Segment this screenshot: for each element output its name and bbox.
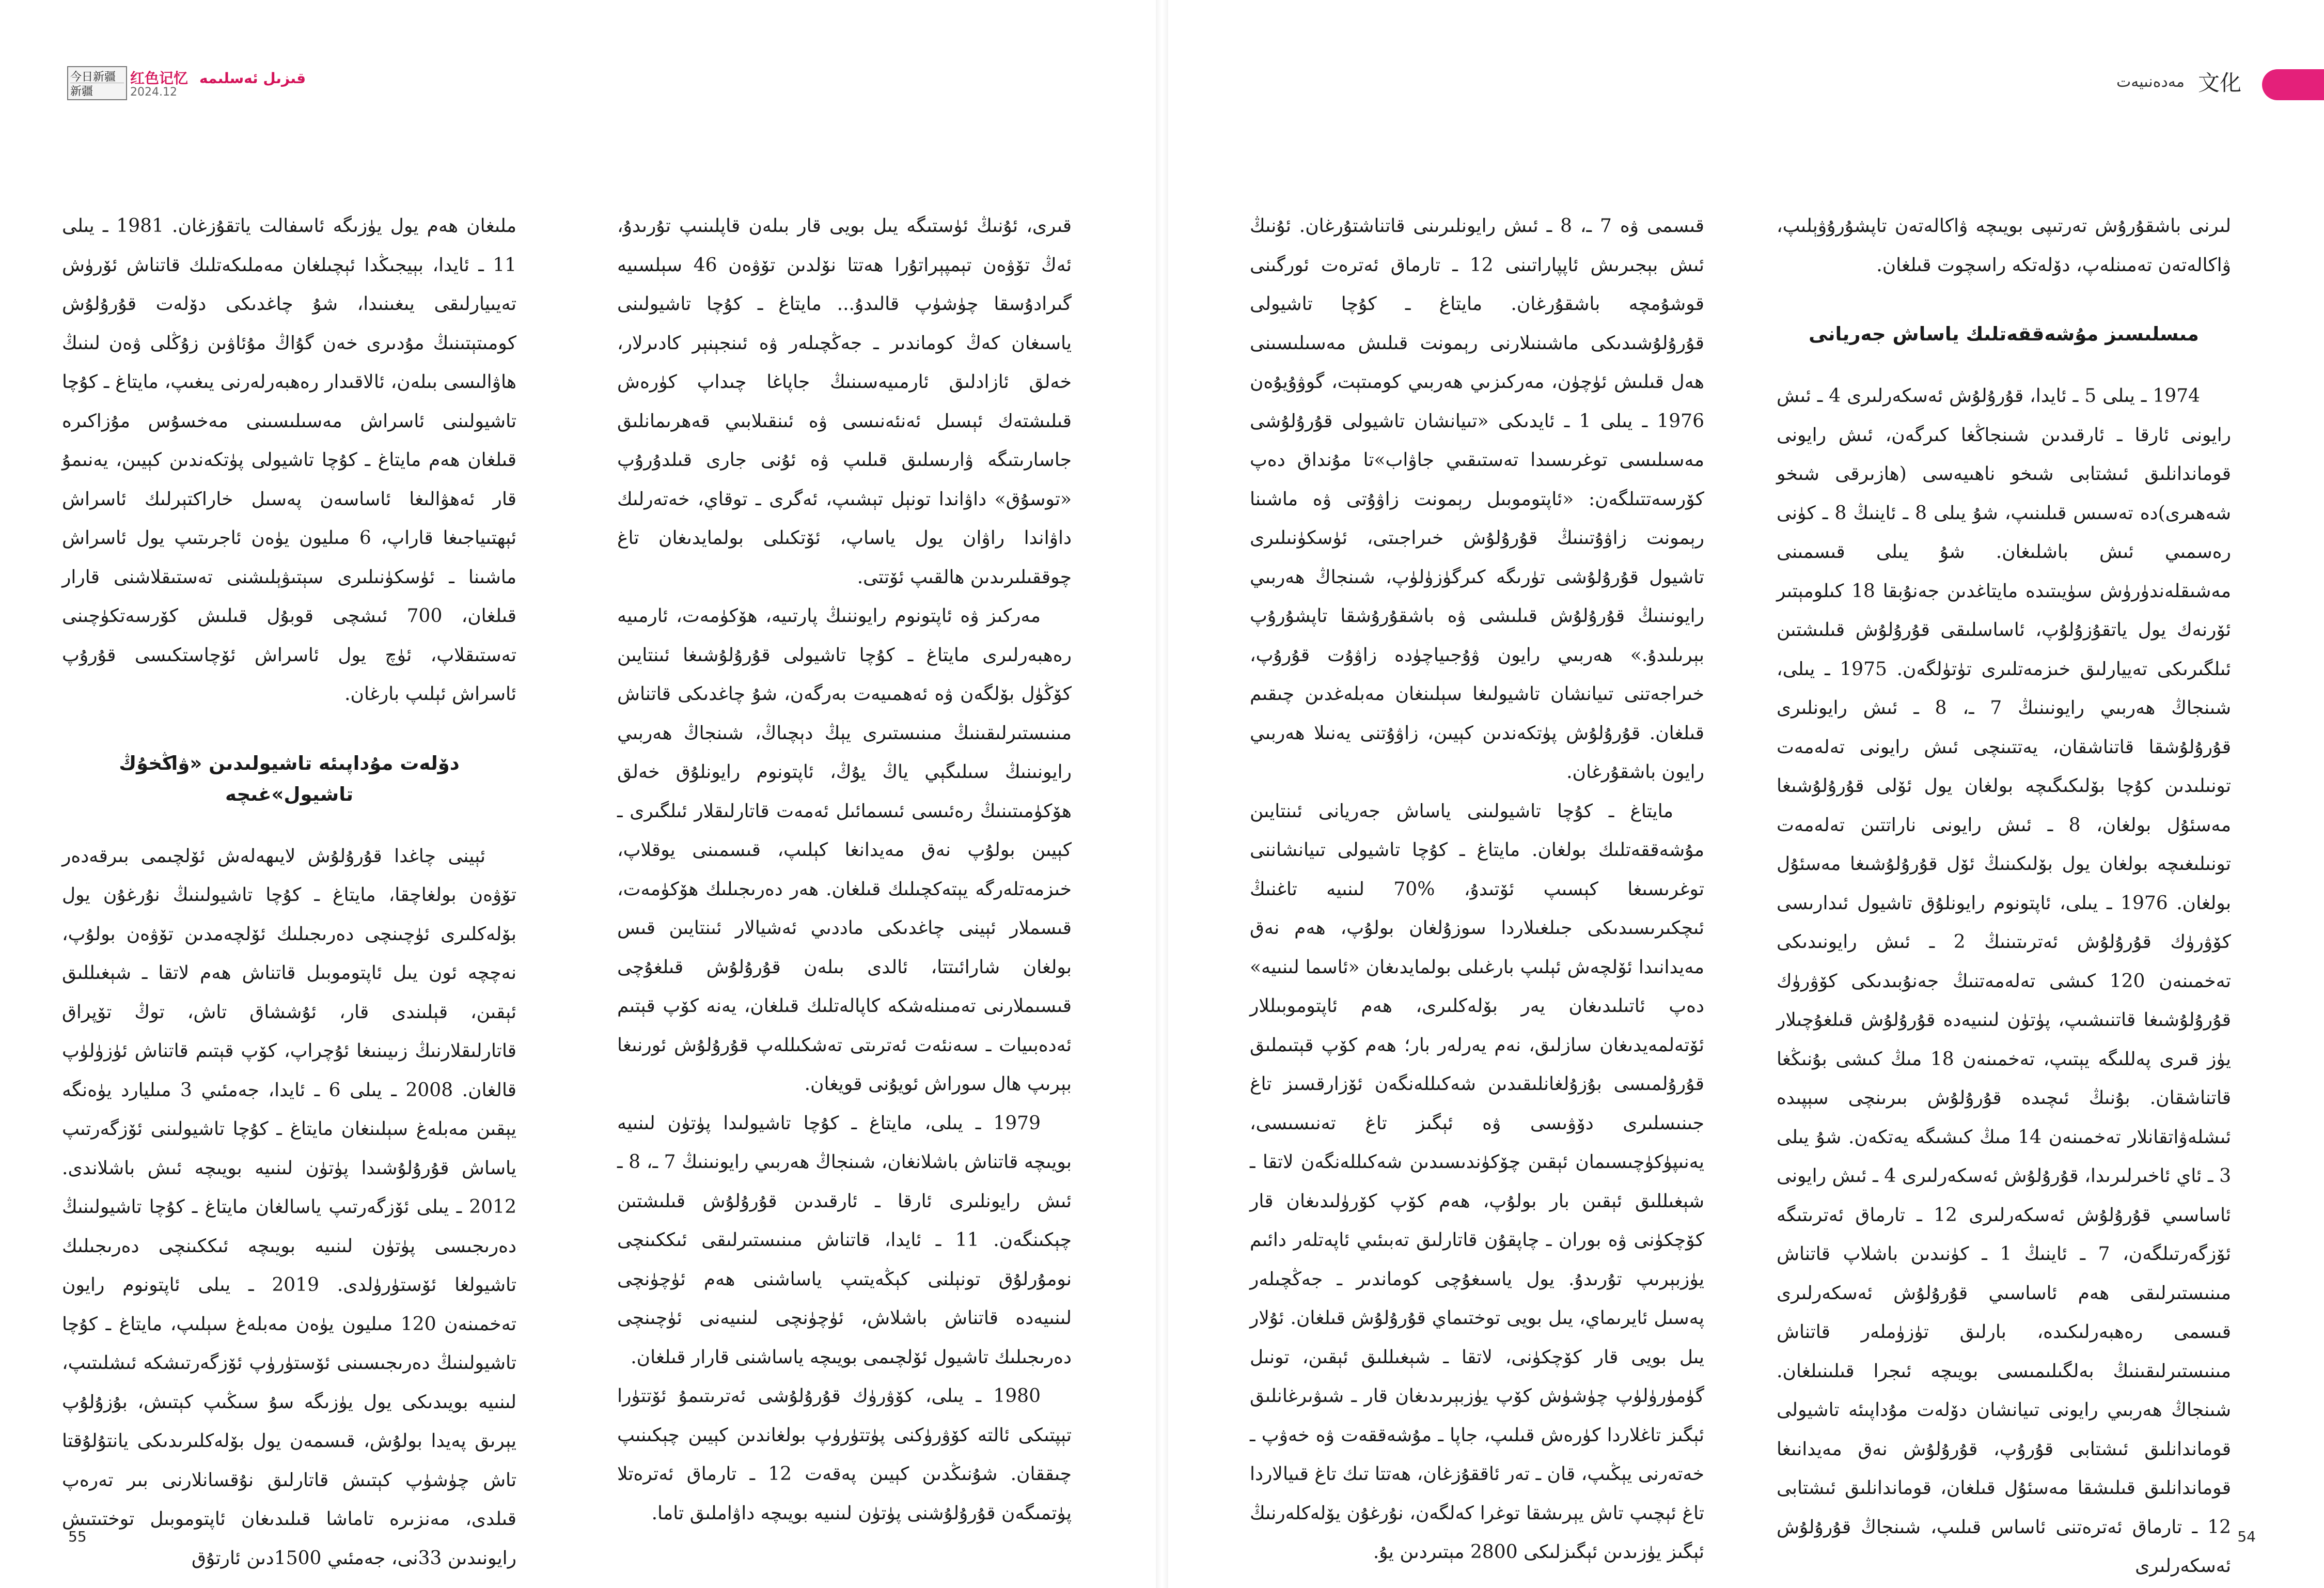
paragraph: مەركىز ۋە ئاپتونوم رايوننىڭ پارتىيە، ھۆكۈمەت، ئارمىيە رەھبەرلىرى مايتاغ ـ كۇچا تاشيولى قۇرۇلۇشىغا ئىنتايىن كۆڭۈل بۆلگەن ۋە ئەھمىيەت بەرگەن، شۇ چاغدىكى قاتناش مىنىستىرلىقىنىڭ مىنىستىرى يېڭ دېچىاڭ، شىنجاڭ ھەربىي رايونىنىڭ سىلىگېي ياڭ يۇڭ، ئاپتونوم رايونلۇق خەلق ھۆكۈمىتىنىڭ رەئىسى ئىسمائىل ئەمەت قاتارلىقلار ئىلگىرى ـ كېيىن بولۇپ نەق مەيدانغا كېلىپ، قىسمىنى يوقلاپ، خىزمەتلەرگە يېتەكچىلىك قىلغان. ھەر دەرىجىلىك ھۆكۈمەت، قىسملار ئېينى چاغدىكى ماددىي ئەشيالار ئىنتايىن قىس بولغان شارائىتتا، ئالدى بىلەن قۇرۇلۇش قىلغۇچى قىسىملارنى تەمىنلەشكە كاپالەتلىك قىلغان، يەنە كۆپ قېتىم ئەدەبىيات ـ سەنئەت ئەترىتى تەشكىللەپ قۇرۇلۇش ئورنىغا بېرىپ ھال سوراش ئويۇنى قويغان. bbox=[617, 605, 1072, 1095]
section-title-ug: قىزىل ئەسلىمە bbox=[199, 70, 306, 87]
article-column-2 bbox=[1250, 207, 1704, 1563]
section-heading: مىسلىسىز مۇشەققەتلىك ياساش جەريانى bbox=[1809, 323, 2199, 345]
paragraph: لىرنى باشقۇرۇش تەرتىپى بويىچە ۋاكالەتەن تاپشۇرۇۋېلىپ، ۋاكالەتەن تەمىنلەپ، دۆلەتكە راسچوت قىلغان. bbox=[1777, 215, 2231, 276]
page-number-left: 55 bbox=[68, 1528, 87, 1545]
paragraph: 1974 ـ يىلى 5 ـ ئايدا، قۇرۇلۇش ئەسكەرلىرى 4 ـ ئىش رايونى ئارقا ـ ئارقىدىن شىنجاڭغا كىرگەن، ئىش رايونى قوماندانلىق ئىشتابى شىخو ناھىيەسى (ھازىرقى شىخو شەھىرى)دە تەسىس قىلىنىپ، شۇ يىلى 8 ـ ئاينىڭ 8 ـ كۈنى رەسمىي ئىش باشلىغان. شۇ يىلى قىسمىنى مەشىقلەندۈرۈش سۈيىتىدە مايتاغدىن جەنۇبقا 18 كىلومېتىر ئۆرنەك يول ياتقۇزۇلۇپ، ئاساسلىقى قۇرۇلۇش قىلىشتىن ئىلگىرىكى تەييارلىق خىزمەتلىرى تۈتۈلگەن. 1975 ـ يىلى، شىنجاڭ ھەربىي رايونىنىڭ 7 ـ، 8 ـ ئىش رايونلىرى قۇرۇلۇشقا قاتناشقان، يەتتىنچى ئىش رايونى تەلەمەت تونىلىدىن كۇچا بۆلىكىگىچە بولغان يول ئۆلى قۇرۇلۇشىغا مەسئۇل بولغان، 8 ـ ئىش رايونى ناراتتىن تەلەمەت تونىلىغىچە بولغان يول بۆلىكىنىڭ ئۆل قۇرۇلۇشىغا مەسئۇل بولغان. 1976 ـ يىلى، ئاپتونوم رايونلۇق تاشيول ئىدارىسى كۆۋرۈك قۇرۇلۇش ئەترىتىنىڭ 2 ـ ئىش رايونىدىكى تەخمىنەن 120 كىشى تەلەمەتنىڭ جەنۇبىدىكى كۆۋرۈك قۇرۇلۇشىغا قاتنىشىپ، پۈتۈن لىنىيەدە قۇرۇلۇش قىلغۇچىلار يۈز قىرى پەللىگە يېتىپ، تەخمىنەن 18 مىڭ كىشى بۇنىڭغا قاتناشقان. بۇنىڭ ئىچىدە قۇرۇلۇش بىرىنچى سېپىدە ئىشلەۋاتقانلار تەخمىنەن 14 مىڭ كىشىگە يەتكەن. شۇ يىلى 3 ـ ئاي ئاخىرلىرىدا، قۇرۇلۇش ئەسكەرلىرى 4 ـ ئىش رايونى ئاساسىي قۇرۇلۇش ئەسكەرلىرى 12 ـ تارماق ئەترىتىگە ئۆزگەرتىلگەن، 7 ـ ئاينىڭ 1 ـ كۈنىدىن باشلاپ قاتناش مىنىستىرلىقى ھەم ئاساسىي قۇرۇلۇش ئەسكەرلىرى قىسمى رەھبەرلىكىدە، بارلىق تۈزۈملەر قاتناش مىنىستىرلىقىنىڭ بەلگىلىمىسى بويىچە ئىجرا قىلىنىلغان. شىنجاڭ ھەربىي رايونى تىيانشان دۆلەت مۇداپىئە تاشيولى قوماندانلىق ئىشتابى قۇرۇپ، قۇرۇلۇش نەق مەيدانىغا قوماندانلىق قىلىشقا مەسئۇل قىلغان، قوماندانلىق ئىشتابى 12 ـ تارماق ئەترەتنى ئاساس قىلىپ، شىنجاڭ قۇرۇلۇش ئەسكەرلىرى bbox=[1777, 385, 2232, 1577]
paragraph: قىسمى ۋە 7 ـ، 8 ـ ئىش رايونلىرىنى قاتناشتۇرغان. ئۇنىڭ ئىش بېجىرىش ئاپپاراتىنى 12 ـ تارماق ئەترەت ئورگىنى قوشۇمچە باشقۇرغان. مايتاغ ـ كۇچا تاشيولى قۇرۇلۇشىدىكى ماشىنىلارنى رېمونت قىلىش مەسىلىسىنى ھەل قىلىش ئۈچۈن، مەركىزىي ھەربىي كومىتېت، گوۋۇيۇەن 1976 ـ يىلى 1 ـ ئايدىكى «تىيانشان تاشيولى قۇرۇلۇشى مەسىلىسى توغرىسىدا تەستىقىي جاۋاب»تا مۇنداق دەپ كۆرسەتتىلگەن: «ئاپتوموبىل رېمونت زاۋۇتى ۋە ماشىنا رېمونت زاۋۇتىنىڭ قۇرۇلۇش خىراجىتى، ئۈسكۈنىلىرى تاشيول قۇرۇلۇشى تۈرىگە كىرگۈزۈلۈپ، شىنجاڭ ھەربىي رايونىنىڭ قۇرۇلۇش قىلىشى ۋە باشقۇرۇشقا تاپشۇرۇپ بېرىلىدۇ.» ھەربىي رايون ۋۇجىياچۈدە زاۋۇت قۇرۇپ، خىراجەتنى تىيانشان تاشيولىغا سېلىنغان مەبلەغدىن چىقىم قىلغان. قۇرۇلۇش پۈتكەندىن كېيىن، زاۋۇتنى يەنىلا ھەربىي رايون باشقۇرغان. bbox=[1250, 215, 1704, 783]
section-color-tab bbox=[2262, 69, 2324, 100]
paragraph: ئېينى چاغدا قۇرۇلۇش لايىھەلەش ئۆلچىمى بىرقەدەر تۆۋەن بولغاچقا، مايتاغ ـ كۇچا تاشيولىنىڭ نۇرغۇن يول بۆلەكلىرى ئۈچىنچى دەرىجىلىك ئۆلچەمدىن تۆۋەن بولۇپ، نەچچە ئون يىل ئاپتوموبىل قاتناش ھەم لاتقا ـ شېغىللىق ئېقىن، قېلىندى قار، ئۇششاق تاش، توڭ تۆپراق قاتارلىقلارنىڭ زىيىنىغا ئۇچراپ، كۆپ قېتىم قاتناش ئۈزۈلۈپ قالغان. 2008 ـ يىلى 6 ـ ئايدا، جەمئىي 3 مىليارد يۈەنگە يېقىن مەبلەغ سېلىنغان مايتاغ ـ كۇچا تاشيولىنى ئۆزگەرتىپ ياساش قۇرۇلۇشىدا پۈتۈن لىنىيە بويىچە ئىش باشلاندى. 2012 ـ يىلى ئۆزگەرتىپ ياسالغان مايتاغ ـ كۇچا تاشيولىنىڭ دەرىجىسى پۈتۈن لىنىيە بويىچە ئىككىنچى دەرىجىلىك تاشيولغا ئۆستۈرۈلدى. 2019 ـ يىلى ئاپتونوم رايون تەخمىنەن 120 مىليون يۈەن مەبلەغ سېلىپ، مايتاغ ـ كۇچا تاشيولىنىڭ دەرىجىسىنى ئۆستۈرۈپ ئۆزگەرتىشكە ئىشلىتىپ، لىنىيە بويىدىكى يول يۈزىگە سۇ سىڭىپ كېتىش، بۇزۇلۇپ يېرىق پەيدا بولۇش، قىسمەن يول بۆلەكلىرىدىكى يانتۇلۇقتا تاش چۈشۈپ كېتىش قاتارلىق نۇقسانلارنى بىر تەرەپ قىلدى، مەنزىرە تاماشا قىلىدىغان ئاپتوموبىل توختىتىش رايونىدىن 33نى، جەمئىي 1500دىن ئارتۇق bbox=[62, 845, 517, 1569]
section-heading: دۆلەت مۇداپىئە تاشيولىدىن «ۋاڭخۇڭ تاشيول»غىچە bbox=[119, 752, 460, 805]
section-label-zh: 文化 bbox=[2197, 70, 2241, 96]
article-column-3 bbox=[617, 207, 1072, 1529]
article-column-1 bbox=[1777, 207, 2232, 1577]
paragraph: 1979 ـ يىلى، مايتاغ ـ كۇچا تاشيولىدا پۈتۈن لىنىيە بويىچە قاتناش باشلانغان، شىنجاڭ ھەربىي رايونىنىڭ 7 ـ، 8 ـ ئىش رايونلىرى ئارقا ـ ئارقىدىن قۇرۇلۇش قىلىشتىن چېكىنگەن. 11 ـ ئايدا، قاتناش مىنىستىرلىقى ئىككىنچى نومۇرلۇق تونېلنى كېڭەيتىپ ياساشنى ھەم ئۈچۈنچى لىنىيەدە قاتناش باشلاش، ئۈچۈنچى لىنىيەنى ئۈچىنچى دەرىجىلىك تاشيول ئۆلچىمى بويىچە ياساشنى قارار قىلغان. bbox=[617, 1112, 1072, 1368]
issue-date: 2024.12 bbox=[130, 86, 177, 99]
logo-line-2: 新疆 bbox=[70, 85, 93, 98]
right-page-header bbox=[2116, 66, 2241, 97]
paragraph: مايتاغ ـ كۇچا تاشيولىنى ياساش جەريانى ئىنتايىن مۇشەققەتلىك بولغان. مايتاغ ـ كۇچا تاشيولى تىيانشاننى توغرىسىغا كېسىپ ئۆتىدۇ، %70 لىنىيە تاغنىڭ ئىچكىرىسىدىكى جىلغىلاردا سوزۇلغان بولۇپ، ھەم نەق مەيدانىدا ئۆلچەش ئېلىپ بارغىلى بولمايدىغان «ئاسما لىنىيە» دەپ ئاتىلىدىغان يەر بۆلەكلىرى، ھەم ئاپتوموبىللار ئۆتەلمەيدىغان سازلىق، نەم يەرلەر بار؛ ھەم كۆپ قېتىملىق قۇرۇلمىسى بۇزۇلغانلىقىدىن شەكىللەنگەن ئۆزارقسىز تاغ جىنىسلىرى دۆۋىسى ۋە ئېگىز تاغ تەنىسىسى، يەنىپۈكۈچىسىمان ئېقىن چۆكۈندىسىدىن شەكىللەنگەن لاتقا ـ شېغىللىق ئېقىن بار بولۇپ، ھەم كۆپ كۆرۈلىدىغان قار كۆچكۈنى ۋە بوران ـ چاپقۇن قاتارلىق تەبىئىي ئاپەتلەر دائىم يۈزبېرىپ تۇرىدۇ. يول ياسىغۇچى كوماندىر ـ جەڭچىلەر پەسىل ئايرىماي، يىل بويى توختىماي قۇرۇلۇش قىلغان. ئۇلار يىل بويى قار كۆچكۈنى، لاتقا ـ شېغىللىق ئېقىن، تونىل گۈمۈرۈلۈپ چۈشۈش كۆپ يۈزبېرىدىغان قار ـ شىۋىرغانلىق ئېگىز تاغلاردا كۈرەش قىلىپ، جاپا ـ مۇشەققەت ۋە خەۋپ ـ خەتەرنى يېڭىپ، قان ـ تەر ئاققۇزغان، ھەتتا تىك تاغ قىيالاردا تاغ ئېچىپ تاش يېرىشقا توغرا كەلگەن، نۇرغۇن يۆلەكلەرنىڭ ئېگىز يۈزىدىن ئېگىزلىكى 2800 مېتىردىن يۇ. bbox=[1250, 800, 1704, 1563]
logo-line-1: 今日新疆 bbox=[70, 71, 116, 84]
section-title bbox=[130, 67, 306, 88]
paragraph: 1980 ـ يىلى، كۆۋرۈك قۇرۇلۇشى ئەترىتىمۇ ئۆتتۈرا تېپتىكى ئالتە كۆۋرۈكنى پۈتتۈرۈپ بولغاندىن كېيىن چېكىنىپ چىققان. شۇنىڭدىن كېيىن پەقەت 12 ـ تارماق ئەترەتلا پۈتمىگەن قۇرۇلۇشنى پۈتۈن لىنىيە بويىچە داۋاملىق تاما. bbox=[617, 1385, 1072, 1524]
paragraph: ملىغان ھەم يول يۈزىگە ئاسفالت ياتقۇزغان. 1981 ـ يىلى 11 ـ ئايدا، بېيجىڭدا ئېچىلغان مەملىكەتلىك قاتناش ئۆرۈش تەيىيارلىقى يىغىنىدا، شۇ چاغدىكى دۆلەت قۇرۇلۇش كومىتېتىنىڭ مۇدىرى خەن گۇاڭ مۇئاۋىن زۇڭلى ۋەن لىنىڭ ھاۋالىسى بىلەن، ئالاقىدار رەھبەرلەرنى يىغىپ، مايتاغ ـ كۇچا تاشيولىنى ئاسراش مەسىلىسىنى مەخسۇس مۇزاكىرە قىلغان ھەم مايتاغ ـ كۇچا تاشيولى پۈتكەندىن كېيىن، يەنىمۇ قار ئەھۋالىغا ئاساسەن پەسىل خاراكتېرلىك ئاسراش ئېھتىياجىغا قاراپ، 6 مىليون يۈەن ئاجرىتىپ يول ئاسراش ماشىنا ـ ئۈسكۈنىلىرى سېتىۋېلىشنى تەستىقلاشنى قارار قىلغان، 700 ئىشچى قوبۇل قىلىش كۆرسەتكۈچىنى تەستىقلاپ، ئۈچ يول ئاسراش ئۆچاستكىسى قۇرۇپ ئاسراش ئېلىپ بارغان. bbox=[62, 215, 517, 705]
section-label-ug: مەدەنىيەت bbox=[2116, 72, 2185, 91]
section-title-zh: 红色记忆 bbox=[130, 70, 189, 87]
page-gutter bbox=[1156, 0, 1168, 1588]
paragraph: قىرى، ئۇنىڭ ئۈستىگە يىل بويى قار بىلەن قاپلىنىپ تۇرىدۇ، ئەڭ تۆۋەن تېمپېراتۇرا ھەتتا نۆلدىن تۆۋەن 46 سېلسىيە گىرادۇسقا چۈشۈپ قالىدۇ... مايتاغ ـ كۇچا تاشيولىنى ياسىغان كەڭ كوماندىر ـ جەڭچىلەر ۋە ئىنجېنېر كادىرلار، خەلق ئازادلىق ئارمىيەسىنىڭ جاپاغا چىداپ كۈرەش قىلىشتەك ئېسىل ئەنئەنىسى ۋە ئىنقىلابىي قەھرىمانلىق جاسارىتىگە ۋارىسلىق قىلىپ ۋە ئۇنى جارى قىلدۇرۇپ «توسۇق» داۋاندا تونېل تېشىپ، ئەگرى ـ توقاي، خەتەرلىك داۋاندا راۋان يول ياساپ، ئۆتكىلى بولمايدىغان تاغ چوققىلىرىدىن ھالقىپ ئۆتتى. bbox=[617, 215, 1072, 588]
page-number-right: 54 bbox=[2237, 1528, 2256, 1545]
magazine-logo bbox=[67, 66, 127, 100]
